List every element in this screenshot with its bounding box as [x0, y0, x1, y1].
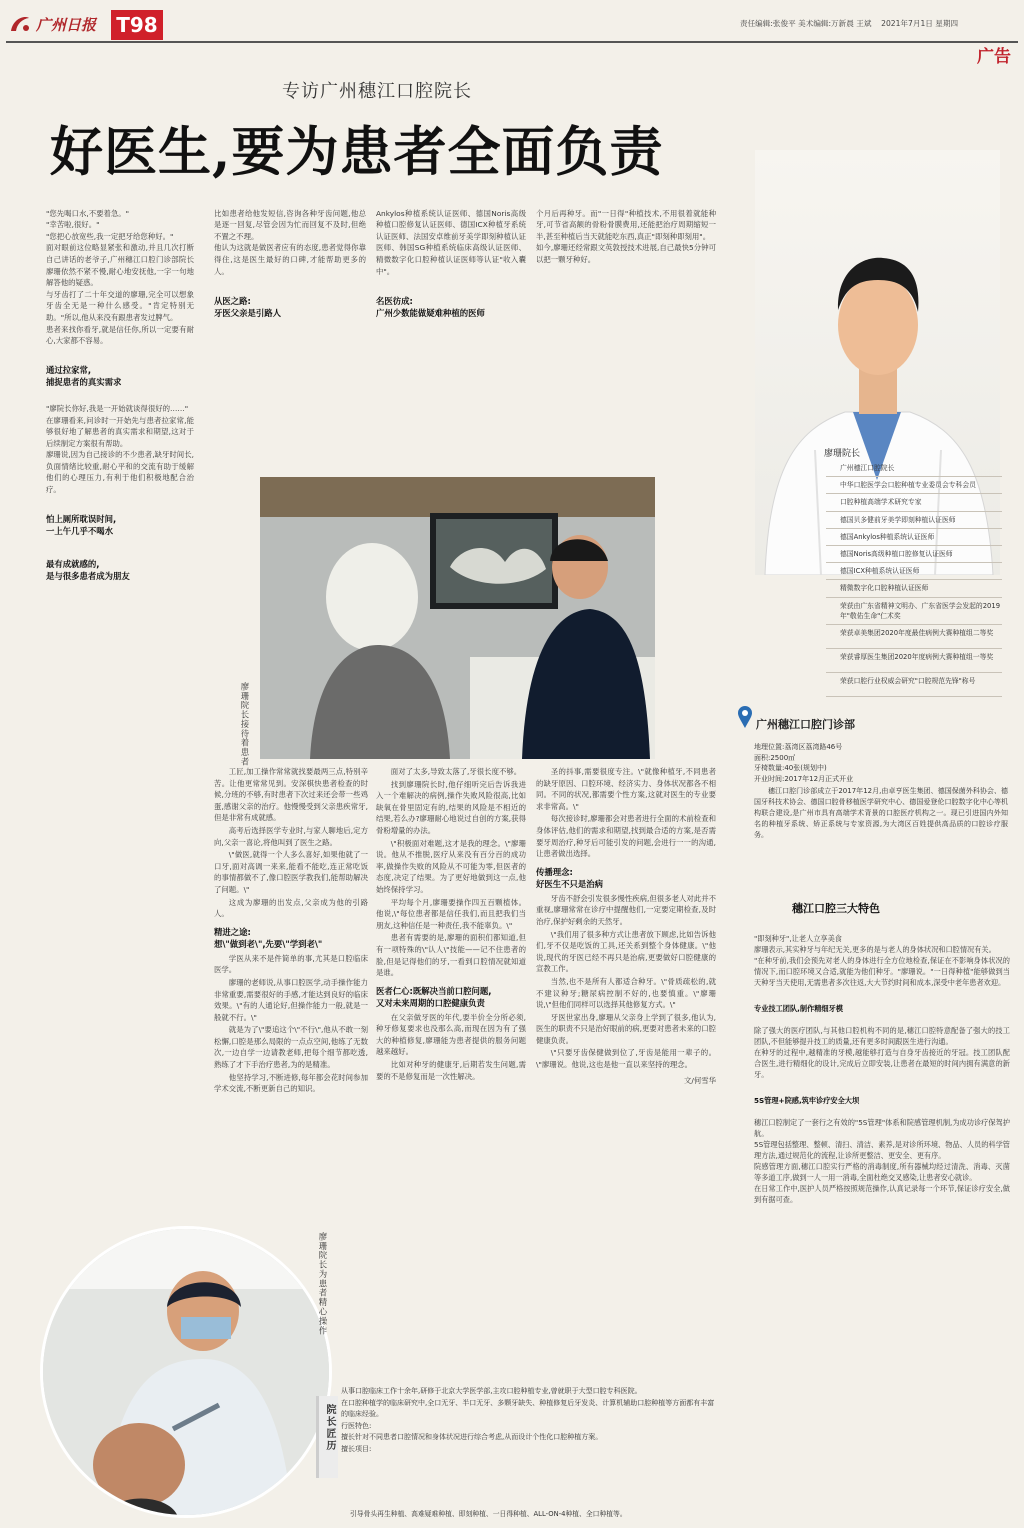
- col3-lower-text: 比如对种牙的健康牙,后期若发生问题,需要的不是修复而是一次性解决。: [376, 1060, 526, 1081]
- col3-lower-text: 平均每个月,廖珊要操作四五百颗植体。他说,\"每位患者都是信任我们,而且把我们当朋友,这种信任是一种责任,我不能辜负。\": [376, 897, 526, 930]
- article-col2-lower: [214, 766, 368, 1281]
- col4-lower-text: 牙齿不舒会引发很多慢性疾病,但很多老人对此并不重视,廖珊常常在诊疗中提醒他们,一定要定期检查,及时治疗,保护好剩余的天然牙。: [536, 893, 716, 926]
- col2-lower-subhead: 精进之途: 想\"做到老\",先要\"学到老\": [214, 926, 323, 949]
- article-col4: [536, 196, 716, 464]
- honor-item: 广州穗江口腔院长: [826, 460, 1002, 477]
- bio-line: 行医特色:: [341, 1421, 372, 1430]
- clinic-description: 穗江口腔门诊部成立于2017年12月,由卓亨医生集团、德国保菌外科协会、德国牙科技术协会、德国口腔骨移植医学研究中心、德国爱登伦口腔数字化中心等机构联合建设,是广州市具有高端学术背景的口腔医疗机构之一。现已引进国内外知名的种植牙系统、矫正系统与专家资源,为大湾区百姓提供高品质的口腔诊疗服务。: [754, 787, 1008, 839]
- col3-lower-subhead: 医者仁心:既解决当前口腔问题, 又对未来周期的口腔健康负责: [376, 985, 492, 1008]
- header-credits: 责任编辑:张俊平 美术编辑:万新晨 王斌 2021年7月1日 星期四: [740, 19, 959, 28]
- col4-subhead: 传播理念: 好医生不只是治病: [536, 866, 603, 889]
- operation-scene-icon: [43, 1229, 332, 1518]
- header-rule: [6, 41, 1018, 43]
- location-pin-icon: [738, 706, 752, 728]
- features-sub2: 5S管理+院感,筑牢诊疗安全大坝: [754, 1096, 860, 1105]
- article-col3: [376, 196, 526, 464]
- honor-item: 中华口腔医学会口腔种植专业委员会专科会员: [826, 477, 1002, 494]
- clinic-area: 面积:2500㎡: [754, 753, 796, 762]
- article-col2: [214, 196, 366, 464]
- section-label: 广告: [977, 47, 1011, 67]
- col2-lower-text: 廖珊的老师说,从事口腔医学,动手操作能力非常重要,需要很好的手感,才能达到良好的临床效果。\"有的人通论好,但操作能力一般,就是一般就不行。\": [214, 977, 368, 1022]
- newspaper-logo-icon: [8, 13, 32, 35]
- bottom-photo-caption: 廖珊院长为患者精心操作: [318, 1232, 328, 1336]
- logo-text: 广州日报: [36, 15, 97, 34]
- bio-last-line: 引导骨头再生种植、高难疑难种植、即刻种植、一日得种植、ALL-ON-4种植、全口种植等。: [350, 1510, 627, 1518]
- features-sub1: 专业技工团队,制作精细牙模: [754, 1004, 843, 1013]
- col2-lower-text: 学医从来不是件简单的事,尤其是口腔临床医学。: [214, 953, 368, 975]
- kicker: 专访广州穗江口腔院长: [282, 81, 472, 102]
- signboard-text: 院长匠历: [324, 1404, 335, 1452]
- headline: 好医生,要为患者全面负责: [50, 121, 664, 183]
- honor-item: 德国Ankylos种植系统认证医师: [826, 529, 1002, 546]
- col2-subhead: 从医之路: 牙医父亲是引路人: [214, 295, 281, 318]
- page-number-badge: T98: [111, 10, 163, 40]
- features-para3: 穗江口腔制定了一套行之有效的"5S管理"体系和院感管理机制,为成功诊疗保驾护航。 5S管理包括整理、整顿、清扫、清洁、素养,是对诊所环境、物品、人员的科学管理方法,通过规范化的流程,让诊所更整洁、更安全、更有序。 院感管理方面,穗江口腔实行严格的消毒制度,所有器械均经过清洗、消毒、灭菌等多道工序,做到一人一用一消毒,全面杜绝交叉感染,让患者安心就诊。 在日常工作中,医护人员严格按照规范操作,认真记录每一个环节,保证诊疗安全,做到有据可查。: [754, 1118, 1010, 1204]
- col1-subhead-2: 怕上厕所耽误时间, 一上午几乎不喝水: [46, 514, 117, 537]
- bio-line: 擅长项目:: [341, 1444, 372, 1453]
- clinic-opening: 开业时间:2017年12月正式开业: [754, 774, 854, 783]
- col3-top: Ankylos种植系统认证医师、德国Noris高级种植口腔修复认证医师、德国ICX种植牙系统认证医师、法国安卓维前牙美学即刻种植认证医师、韩国SG种植系统临床高级认证医师、精微数字化口腔种植认证医师等认证"收入囊中"。: [376, 208, 526, 276]
- col2-lower-text: 工匠,加工操作常常就找要最两三点,特别辛苦。让他更常常见到。安深棋快患者检查的时候,分班的不够,有时患者下次过来还会带一些鸡蛋,感谢父亲的治疗。他慢慢受到父亲患疾常牙,但是非常有成就感。: [214, 767, 368, 823]
- profile-name: 廖珊院长: [824, 449, 861, 459]
- col3-lower-text: 患者有需要的是,廖珊的面积们都知道,但有一项特殊的\"认人\"技能——记不住患者的脸,但是记得他们的牙,一看到口腔情况就知道是谁。: [376, 933, 526, 978]
- honor-item: 荣获由广东省精神文明办、广东省医学会发起的2019年"敬佑生命"仁术奖: [826, 598, 1002, 625]
- main-photo-caption: 廖珊院长接待着患者: [240, 682, 250, 767]
- col4-lower-text: 圣的抖事,需要很度专注。\"就像种植牙,不同患者的缺牙原因、口腔环境、经济实力、身体状况都各不相同。不同的状况,都需要个性方案,这就对医生的专业要求非常高。\": [536, 767, 716, 811]
- honors-list: [826, 460, 1002, 697]
- col4-lower-text: 每次接诊时,廖珊都会对患者进行全面的术前检查和身体评估,他们的需求和期望,找到最合适的方案,是否需要牙周治疗,种牙后可能引发的问题,会进行一一的沟通,让患者做出选择。: [536, 814, 716, 859]
- col2-lower-text: \"做医,就得一个人多么喜好,如果他就了一口牙,面对高调一来来,能看不能吃,连正常吃饭的事情都做不了,像口腔医学教我们,能帮助解决了问题。\": [214, 850, 368, 894]
- col2-lower-text: 高考后选择医学专业时,与家人聊地后,定方向,父亲一喜论,将他叫到了医生之路。: [214, 825, 368, 847]
- col1-subhead-1: 通过拉家常, 捕捉患者的真实需求: [46, 365, 122, 388]
- signboard: [316, 1396, 338, 1478]
- honor-item: 荣获卓美集团2020年度最佳病例大赛种植组二等奖: [826, 625, 1002, 649]
- operation-photo: [40, 1226, 332, 1518]
- col3-lower-text: 在父亲做牙医的年代,要半价全分所必须,种牙修复要求也没那么高,而现在因为有了强大的种植修复,廖珊能为患者提供的服务问题越来越好。: [376, 1012, 526, 1057]
- col4-lower-text: 当然,也不是所有人都适合种牙。\"骨质疏松的,就不建议种牙;糖尿病控制不好的,也要慎重。\"廖珊说,\"但他们同样可以选择其他修复方式。\": [536, 976, 716, 1010]
- col1-mid: "廖院长你好,我是一开始就谈得很好的……" 在廖珊看来,问诊时一开始先与患者拉家常,能够很好地了解患者的真实需求和期望,这对于后续制定方案很有帮助。 廖珊说,因为自己接诊的不少患者,缺牙时间长,负面情绪比较重,耐心平和的交流有助于缓解他们的心理压力,有利于他们积极地配合治疗。: [46, 403, 194, 495]
- features-para2: 除了强大的医疗团队,与其他口腔机构不同的是,穗江口腔特意配备了强大的技工团队,不但能够提升技工的质量,还有更多时间跟医生进行沟通。 在种牙的过程中,越精准的牙模,越能够打造与自身牙齿接近的牙冠。技工团队配合医生,进行精细化的设计,完成后立即安装,让患者在最短的时间内拥有满意的新牙。: [754, 1026, 1010, 1079]
- honor-item: 德国ICX种植系统认证医师: [826, 563, 1002, 580]
- honor-item: 德国贝多健前牙美学即刻种植认证医师: [826, 512, 1002, 529]
- col1-subhead-3: 最有成就感的, 是与很多患者成为朋友: [46, 558, 130, 581]
- bio-box: [341, 1386, 715, 1508]
- clinic-address: 地理位置:荔湾区荔湾路46号: [754, 743, 843, 751]
- honor-item: 荣获口腔行业权威会研究"口腔规范先锋"称号: [826, 673, 1002, 697]
- col2-lower-text: 这成为廖珊的出发点,父亲成为他的引路人。: [214, 897, 368, 919]
- col2-lower-text: 他坚持学习,不断进修,每年都会花时间参加学术交流,不断更新自己的知识。: [214, 1072, 368, 1094]
- bio-line: 在口腔种植学的临床研究中,全口无牙、半口无牙、多颗牙缺失、种植修复后牙发炎、计算机辅助口腔种植等方面都有丰富的临床经验。: [341, 1398, 715, 1418]
- bio-line: 从事口腔临床工作十余年,研修于北京大学医学部,主攻口腔种植专业,曾就职于大型口腔专科医院。: [341, 1387, 642, 1395]
- honor-item: 口腔种植高端学术研究专家: [826, 494, 1002, 511]
- bio-line: 擅长针对不同患者口腔情况和身体状况进行综合考虑,从而设计个性化口腔种植方案。: [341, 1433, 603, 1441]
- col3-lower-text: 面对了太多,导致太落了,牙很长度不够。: [390, 767, 522, 776]
- features-column: [754, 922, 1010, 1522]
- honor-item: 德国Noris高级种植口腔修复认证医师: [826, 546, 1002, 563]
- col4-top: 个月后再种牙。而"一日得"种植技术,不用很着就能种牙,可节省高额的骨粉骨膜费用,还能把治疗周期缩短一半,甚至种植后当天就能吃东西,真正"即刻种即刻用"。 如今,廖珊还经常跟文英敦授技术进展,自己最快5分钟可以把一颗牙种好。: [536, 208, 716, 264]
- article-col4-lower: [536, 766, 716, 1286]
- features-intro: "即刻种牙",让老人立享美食 廖珊表示,其实种牙与年纪无关,更多的是与老人的身体状况和口腔情况有关。 "在种牙前,我们会预先对老人的身体进行全方位地检查,保证在不影响身体状况的情况下,而口腔环境又合适,就能为他们种牙。"廖珊说。"一日得种植"能够做到当天种牙当天使用,无需患者多次往返,大大节约时间和成本,深受中老年患者欢迎。: [754, 934, 1010, 987]
- consultation-photo: [260, 477, 655, 759]
- article-col3-lower: [376, 766, 526, 1281]
- masthead-logo: [8, 12, 96, 36]
- col4-lower-text: 牙医世家出身,廖珊从父亲身上学到了很多,他认为,医生的职责不只是治好眼前的病,更要对患者未来的口腔健康负责。: [536, 1012, 716, 1045]
- honor-item: 精微数字化口腔种植认证医师: [826, 580, 1002, 597]
- col3-subhead: 名医彷成: 广州少数能做疑难种植的医师: [376, 295, 485, 318]
- honor-item: 荣获睿厚医生集团2020年度病例大赛种植组一等奖: [826, 649, 1002, 673]
- clinic-facts: [754, 742, 853, 784]
- col3-lower-text: \"积极面对难题,这才是我的理念。\"廖珊说。他从不推脱,医疗从来没有百分百的成功率,做操作失败的风险从不可能为零,但医者的态度,决定了结果。为了更好地做到这一点,他始终保持学习。: [376, 838, 526, 894]
- consultation-scene-icon: [260, 477, 655, 759]
- col4-lower-text: \"我们用了很多种方式让患者放下顾虑,比如告诉他们,牙不仅是吃饭的工具,还关系到整个身体健康。\"他说,现代的牙医已经不再只是治病,更要做好口腔健康的宣教工作。: [536, 929, 716, 974]
- col2-top: 比如患者给他发短信,咨询各种牙齿问题,他总是逐一回复,尽管会因为忙而回复不及时,但绝不置之不理。 他认为这就是做医者应有的态度,患者觉得你靠得住,这是医生最好的口碑,才能帮助更多的人。: [214, 208, 366, 276]
- features-title: 穗江口腔三大特色: [792, 902, 880, 915]
- col4-lower-text: \"只要牙齿保健做到位了,牙齿是能用一辈子的。\"廖珊说。他说,这也是他一直以来坚持的理念。: [536, 1048, 716, 1070]
- article-col1: [46, 196, 194, 1301]
- col2-lower-text: 就是为了\"要追这个\"不行\",他从不敢一刻松懈,口腔是那么局限的一点点空间,他练了无数次,一边自学一边请教老师,把每个细节都吃透,熟练了才下手治疗患者,为的是精准。: [214, 1025, 368, 1070]
- clinic-name: 广州穗江口腔门诊部: [756, 718, 855, 731]
- clinic-chairs: 牙椅数量:40张(规划中): [754, 764, 827, 772]
- col3-lower-text: 找到廖珊院长时,他仔细听完后告诉我进入一个难解决的病例,操作失败风险很高,比如缺氧在骨里固定有的,结果的风险是不相近的结果,若么办?廖珊耐心地说过自创的方案,获得骨粉增量的办法。: [376, 779, 526, 835]
- byline: 文/何雪华: [683, 1075, 716, 1085]
- col1-intro: "您先喝口水,不要着急。" "幸苦啦,很好。" "您把心放宽些,我一定把牙给您种好。" 面对眼前这位略显紧张和激动,并且几次打断自己讲话的老爷子,广州穗江口腔门诊部院长廖珊依然不紧不慢,耐心地安抚他,一字一句地解答他的疑惑。 与牙齿打了二十年交道的廖珊,完全可以想象牙齿全无是一种什么感受。"肯定特别无助。"所以,他从来没有跟患者发过脾气。 患者来找你看牙,就是信任你,所以一定要有耐心,大家都不容易。: [46, 208, 194, 346]
